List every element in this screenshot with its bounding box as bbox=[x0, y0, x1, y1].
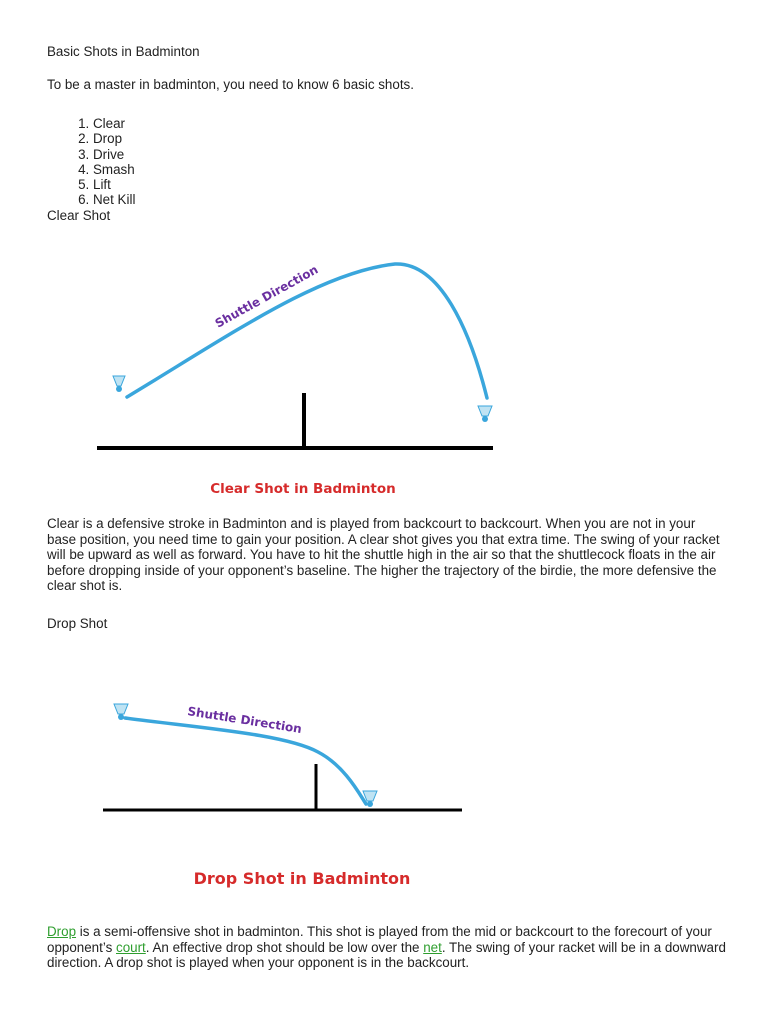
shuttlecock-icon bbox=[478, 406, 492, 422]
list-item: 1. Clear bbox=[93, 116, 135, 131]
drop-shot-caption: Drop Shot in Badminton bbox=[193, 869, 411, 888]
shuttlecock-icon bbox=[113, 376, 125, 392]
document-title: Basic Shots in Badminton bbox=[47, 44, 200, 59]
clear-shot-description: Clear is a defensive stroke in Badminton and is played from backcourt to backcourt. When you are not in your base position, you need time to gain your position. A clear shot gives you that extra time. The swing of your racket will be upward as well as forward. You have to hit the shuttle high in the air so that the shuttlecock floats in the air before dropping inside of your opponent’s baseline. The higher the trajectory of the birdie, the more defensive the clear shot is. bbox=[47, 516, 720, 593]
net-link[interactable]: net bbox=[423, 939, 442, 955]
drop-link[interactable]: Drop bbox=[47, 924, 77, 939]
drop-trajectory bbox=[125, 718, 366, 804]
shots-list bbox=[47, 116, 135, 208]
list-item: 5. Lift bbox=[93, 177, 135, 192]
shuttle-direction-label: Shuttle Direction bbox=[212, 262, 321, 331]
shuttle-direction-label: Shuttle Direction bbox=[186, 704, 303, 737]
clear-shot-diagram bbox=[0, 240, 768, 510]
drop-shot-heading: Drop Shot bbox=[47, 616, 108, 631]
list-item: 4. Smash bbox=[93, 162, 135, 177]
clear-shot-caption: Clear Shot in Badminton bbox=[210, 481, 396, 497]
list-item: 3. Drive bbox=[93, 147, 135, 162]
clear-shot-heading: Clear Shot bbox=[47, 208, 111, 223]
list-item: 2. Drop bbox=[93, 131, 135, 146]
clear-trajectory bbox=[127, 264, 487, 398]
intro-text: To be a master in badminton, you need to know 6 basic shots. bbox=[47, 77, 414, 92]
drop-shot-description: Drop is a semi-offensive shot in badminton. This shot is played from the mid or backcourt to the forecourt of your opponent’s court. An effective drop shot should be low over the net. The swing of your racket will be in a downward direction. A drop shot is played when your opponent is in the backcourt. bbox=[47, 924, 726, 970]
drop-shot-diagram bbox=[0, 690, 768, 900]
court-link[interactable]: court bbox=[116, 939, 146, 955]
list-item: 6. Net Kill bbox=[93, 192, 135, 207]
